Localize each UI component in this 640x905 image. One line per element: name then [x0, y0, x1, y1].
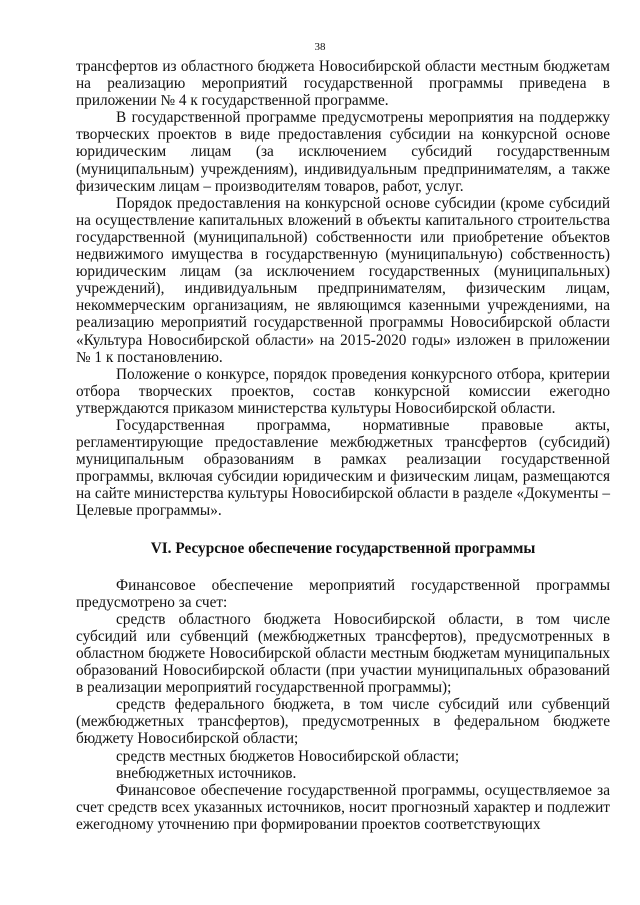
paragraph-publication: Государственная программа, нормативные правовые акты, регламентирующие предоставление межбюджетных трансфертов (субсидий) муниципальным образованиям в рамках реализации государственной программы, включая субсидии юридическим и физическим лицам, размещаются на сайте министерства культуры Новосибирской области в разделе «Документы – Целевые программы».	[76, 416, 610, 520]
paragraphs-before	[76, 58, 610, 520]
list-item-extrabudgetary: внебюджетных источников.	[116, 764, 297, 782]
paragraph-funding-intro: Финансовое обеспечение мероприятий государственной программы предусмотрено за счет:	[76, 576, 610, 611]
paragraph-subsidy-procedure: Порядок предоставления на конкурсной основе субсидии (кроме субсидий на осуществление капитальных вложений в объекты капитального строительства государственной (муниципальной) собственности или приобретение объектов недвижимого имущества в государственную (муниципальную) собственность) юридическим лицам (за исключением государственных (муниципальных) учреждений), индивидуальным предпринимателям, физическим лицам, некоммерческим организациям, не являющимся казенными учреждениями, на реализацию мероприятий государственной программы Новосибирской области «Культура Новосибирской области» на 2015-2020 годы» изложен в приложении № 1 к постановлению.	[76, 194, 610, 366]
page-number: 38	[314, 41, 326, 53]
list-item-regional-budget: средств областного бюджета Новосибирской области, в том числе субсидий или субвенций (межбюджетных трансфертов), предусмотренных в областном бюджете Новосибирской области местным бюджетам муниципальных образований Новосибирской области (при участии муниципальных образований в реализации мероприятий государственной программы);	[76, 610, 610, 697]
list-item-federal-budget: средств федерального бюджета, в том числе субсидий или субвенций (межбюджетных трансфертов), предусмотренных в федеральном бюджете бюджету Новосибирской области;	[76, 696, 610, 748]
section-heading: VI. Ресурсное обеспечение государственной программы	[150, 539, 536, 557]
paragraph-transfers-appendix: трансфертов из областного бюджета Новосибирской области местным бюджетам на реализацию мероприятий государственной программы приведена в приложении № 4 к государственной программе.	[76, 58, 610, 110]
list-item-local-budgets: средств местных бюджетов Новосибирской области;	[116, 747, 460, 765]
paragraph-funding-forecast: Финансовое обеспечение государственной программы, осуществляемое за счет средств всех указанных источников, носит прогнозный характер и подлежит ежегодному уточнению при формировании проектов соответствующих	[76, 781, 610, 833]
paragraphs-after	[76, 577, 610, 833]
document-body	[76, 58, 610, 833]
paragraph-competition-regulation: Положение о конкурсе, порядок проведения конкурсного отбора, критерии отбора творческих проектов, состав конкурсной комиссии ежегодно утверждаются приказом министерства культуры Новосибирской области.	[76, 365, 610, 417]
paragraph-creative-projects: В государственной программе предусмотрены мероприятия на поддержку творческих проектов в виде предоставления субсидии на конкурсной основе юридическим лицам (за исключением субсидий государственным (муниципальным) учреждениям), индивидуальным предпринимателям, а также физическим лицам – производителям товаров, работ, услуг.	[76, 109, 610, 195]
